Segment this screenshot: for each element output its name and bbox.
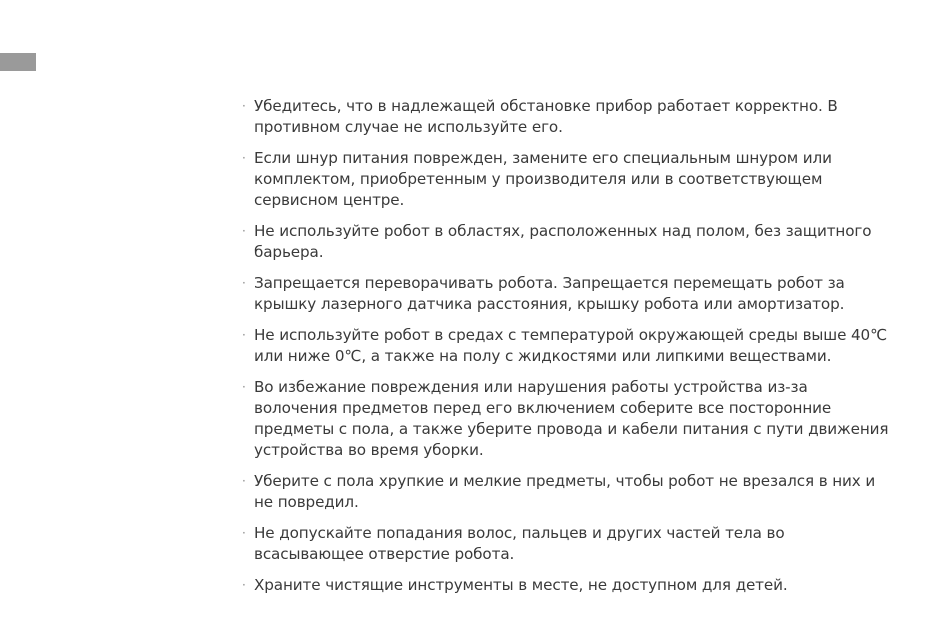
section-tab-marker [0,53,36,71]
bullet-icon: · [242,474,246,488]
bullet-icon: · [242,328,246,342]
list-item [242,273,892,315]
list-item [242,471,892,513]
safety-instructions-list [242,96,892,606]
bullet-icon: · [242,578,246,592]
instruction-text: Если шнур питания поврежден, замените его специальным шнуром или комплектом, приобретенным у производителя или в соответствующем сервисном центре. [254,149,832,209]
list-item [242,325,892,367]
instruction-text: Не используйте робот в областях, расположенных над полом, без защитного барьера. [254,222,872,261]
instruction-text: Храните чистящие инструменты в месте, не доступном для детей. [254,576,788,594]
instruction-text: Во избежание повреждения или нарушения работы устройства из-за волочения предметов перед его включением соберите все посторонние предметы с пола, а также уберите провода и кабели питания с пути движения устройства во время уборки. [254,378,889,459]
bullet-icon: · [242,224,246,238]
list-item [242,523,892,565]
bullet-icon: · [242,526,246,540]
instruction-text: Уберите с пола хрупкие и мелкие предметы, чтобы робот не врезался в них и не повредил. [254,472,876,511]
bullet-icon: · [242,99,246,113]
list-item [242,148,892,211]
bullet-icon: · [242,151,246,165]
instruction-text: Убедитесь, что в надлежащей обстановке прибор работает корректно. В противном случае не используйте его. [254,97,838,136]
bullet-icon: · [242,380,246,394]
list-item [242,575,892,596]
instruction-text: Не допускайте попадания волос, пальцев и других частей тела во всасывающее отверстие робота. [254,524,785,563]
list-item [242,96,892,138]
list-item [242,377,892,461]
list-item [242,221,892,263]
instruction-text: Запрещается переворачивать робота. Запрещается перемещать робот за крышку лазерного датчика расстояния, крышку робота или амортизатор. [254,274,845,313]
bullet-icon: · [242,276,246,290]
instruction-text: Не используйте робот в средах с температурой окружающей среды выше 40℃ или ниже 0℃, а также на полу с жидкостями или липкими веществами. [254,326,888,365]
